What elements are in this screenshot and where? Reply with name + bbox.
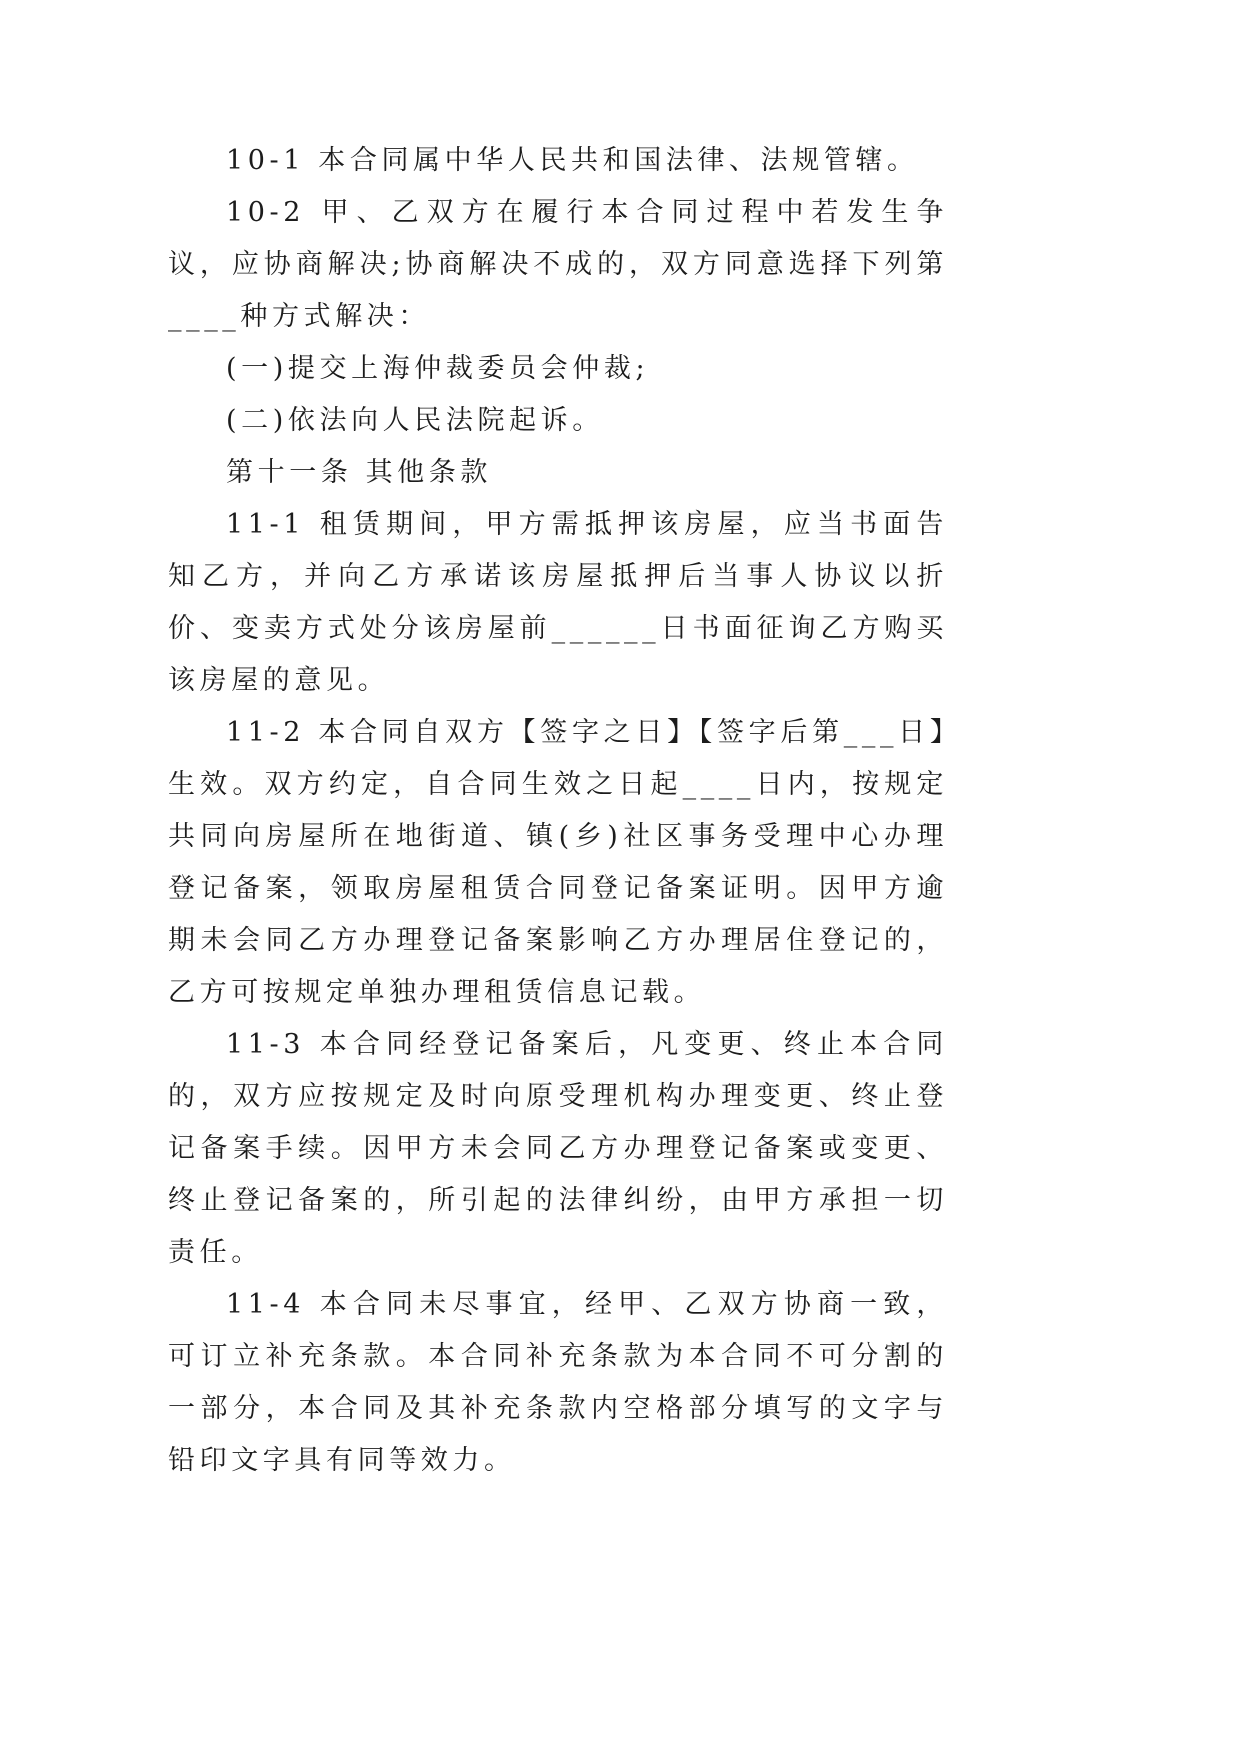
- clause-11-4: 11-4 本合同未尽事宜，经甲、乙双方协商一致，可订立补充条款。本合同补充条款为本合同不可分割的一部分，本合同及其补充条款内空格部分填写的文字与铅印文字具有同等效力。: [168, 1289, 948, 1476]
- option-litigation: (二)依法向人民法院起诉。: [226, 405, 604, 436]
- option-arbitration: (一)提交上海仲裁委员会仲裁;: [226, 353, 650, 384]
- clause-10-2: 10-2 甲、乙双方在履行本合同过程中若发生争议，应协商解决;协商解决不成的，双方同意选择下列第____种方式解决：: [168, 197, 948, 332]
- document-page: [168, 135, 948, 1487]
- article-11-heading: 第十一条 其他条款: [226, 457, 492, 488]
- clause-11-2: 11-2 本合同自双方【签字之日】【签字后第___日】生效。双方约定，自合同生效之日起____日内，按规定共同向房屋所在地街道、镇(乡)社区事务受理中心办理登记备案，领取房屋租赁合同登记备案证明。因甲方逾期未会同乙方办理登记备案影响乙方办理居住登记的，乙方可按规定单独办理租赁信息记载。: [168, 717, 948, 1008]
- clause-11-1: 11-1 租赁期间，甲方需抵押该房屋，应当书面告知乙方，并向乙方承诺该房屋抵押后当事人协议以折价、变卖方式处分该房屋前______日书面征询乙方购买该房屋的意见。: [168, 509, 948, 696]
- clause-10-1: 10-1 本合同属中华人民共和国法律、法规管辖。: [226, 145, 919, 176]
- clause-11-3: 11-3 本合同经登记备案后，凡变更、终止本合同的，双方应按规定及时向原受理机构办理变更、终止登记备案手续。因甲方未会同乙方办理登记备案或变更、终止登记备案的，所引起的法律纠纷，由甲方承担一切责任。: [168, 1029, 948, 1268]
